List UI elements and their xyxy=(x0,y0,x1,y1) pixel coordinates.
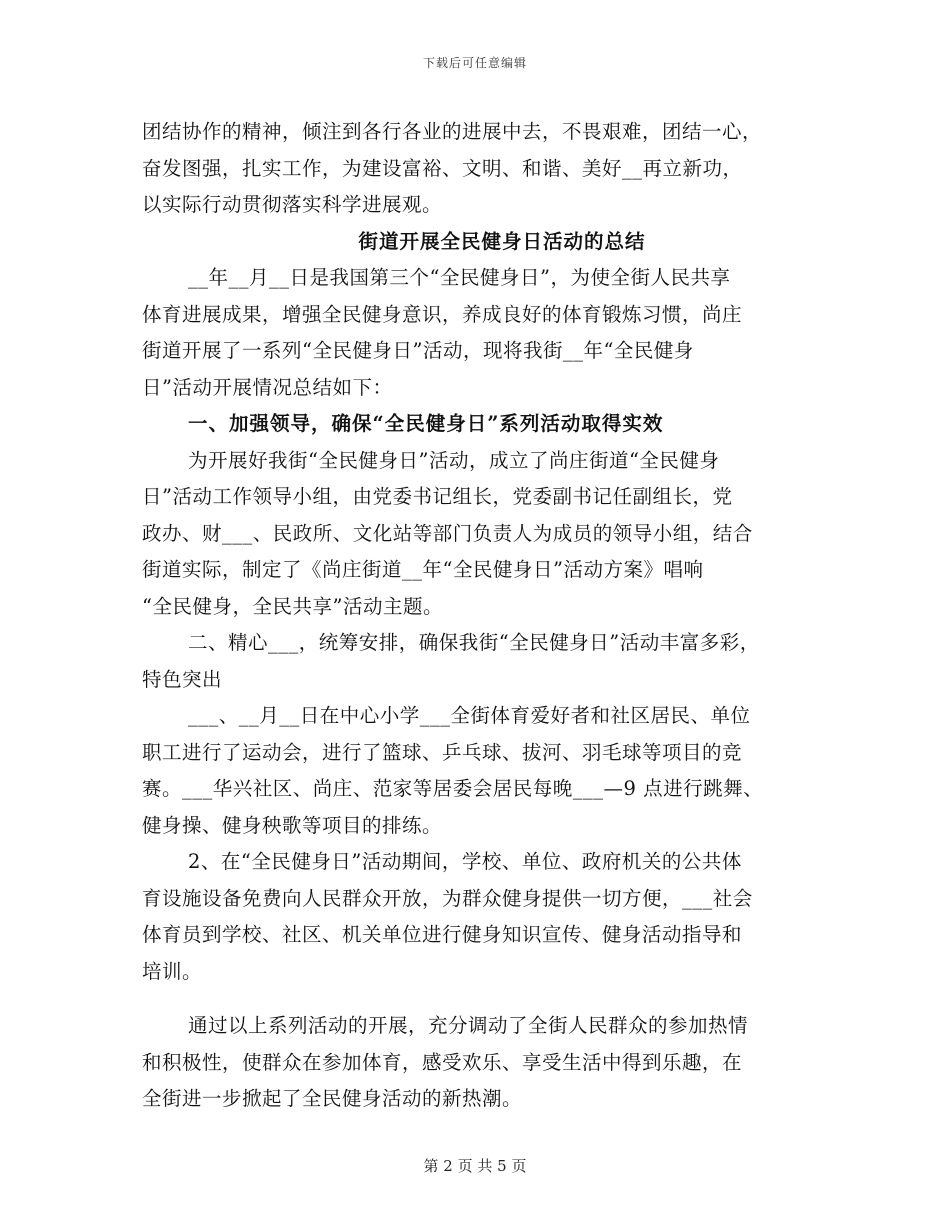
body-line: 育设施设备免费向人民群众开放，为群众健身提供一切方便，___社会 xyxy=(142,886,753,910)
body-line: 通过以上系列活动的开展，充分调动了全街人民群众的参加热情 xyxy=(188,1014,749,1037)
body-line: 健身操、健身秧歌等项目的排练。 xyxy=(142,813,443,837)
body-line: 日”活动工作领导小组，由党委书记组长，党委副书记任副组长，党 xyxy=(142,485,733,508)
section-heading: 二、精心___，统筹安排，确保我街“全民健身日”活动丰富多彩， xyxy=(188,631,760,654)
body-line: 职工进行了运动会，进行了篮球、乒乓球、拔河、羽毛球等项目的竞 xyxy=(142,740,743,764)
body-line: __年__月__日是我国第三个“全民健身日”，为使全街人民共享 xyxy=(188,266,731,289)
body-line: 街道开展了一系列“全民健身日”活动，现将我街__年“全民健身 xyxy=(142,339,694,362)
page-number: 第 2 页 共 5 页 xyxy=(423,1157,527,1175)
body-line: 日”活动开展情况总结如下： xyxy=(142,375,393,399)
body-line: 2、在“全民健身日”活动期间，学校、单位、政府机关的公共体 xyxy=(188,850,742,873)
document-title: 街道开展全民健身日活动的总结 xyxy=(358,229,646,253)
body-line: 政办、财___、民政所、文化站等部门负责人为成员的领导小组，结合 xyxy=(142,521,753,545)
body-line: 和积极性，使群众在参加体育，感受欢乐、享受生活中得到乐趣，在 xyxy=(142,1050,743,1074)
section-heading: 一、加强领导，确保“全民健身日”系列活动取得实效 xyxy=(188,412,664,435)
section-heading: 特色突出 xyxy=(142,667,223,691)
body-line: “全民健身，全民共享”活动主题。 xyxy=(142,594,443,618)
body-line: 体育员到学校、社区、机关单位进行健身知识宣传、健身活动指导和 xyxy=(142,923,743,946)
header-note: 下载后可任意编辑 xyxy=(422,56,527,70)
body-line: 全街进一步掀起了全民健身活动的新热潮。 xyxy=(142,1087,523,1110)
body-line: 以实际行动贯彻落实科学进展观。 xyxy=(142,193,443,216)
body-line: 体育进展成果，增强全民健身意识，养成良好的体育锻炼习惯，尚庄 xyxy=(142,302,743,326)
body-line: 赛。___华兴社区、尚庄、范家等居委会居民每晚___—9 点进行跳舞、 xyxy=(142,777,764,800)
body-line: ___、__月__日在中心小学___全街体育爱好者和社区居民、单位 xyxy=(188,704,751,727)
body-line: 奋发图强，扎实工作，为建设富裕、文明、和谐、美好__再立新功， xyxy=(142,156,743,180)
body-line: 团结协作的精神，倾注到各行各业的进展中去，不畏艰难，团结一心， xyxy=(142,120,763,143)
body-line: 街道实际，制定了《尚庄街道__年“全民健身日”活动方案》唱响 xyxy=(142,558,704,581)
paragraph-gap xyxy=(142,990,822,1008)
body-line: 培训。 xyxy=(142,959,203,983)
body-line: 为开展好我街“全民健身日”活动，成立了尚庄街道“全民健身 xyxy=(188,448,720,472)
document-body xyxy=(142,114,822,1118)
